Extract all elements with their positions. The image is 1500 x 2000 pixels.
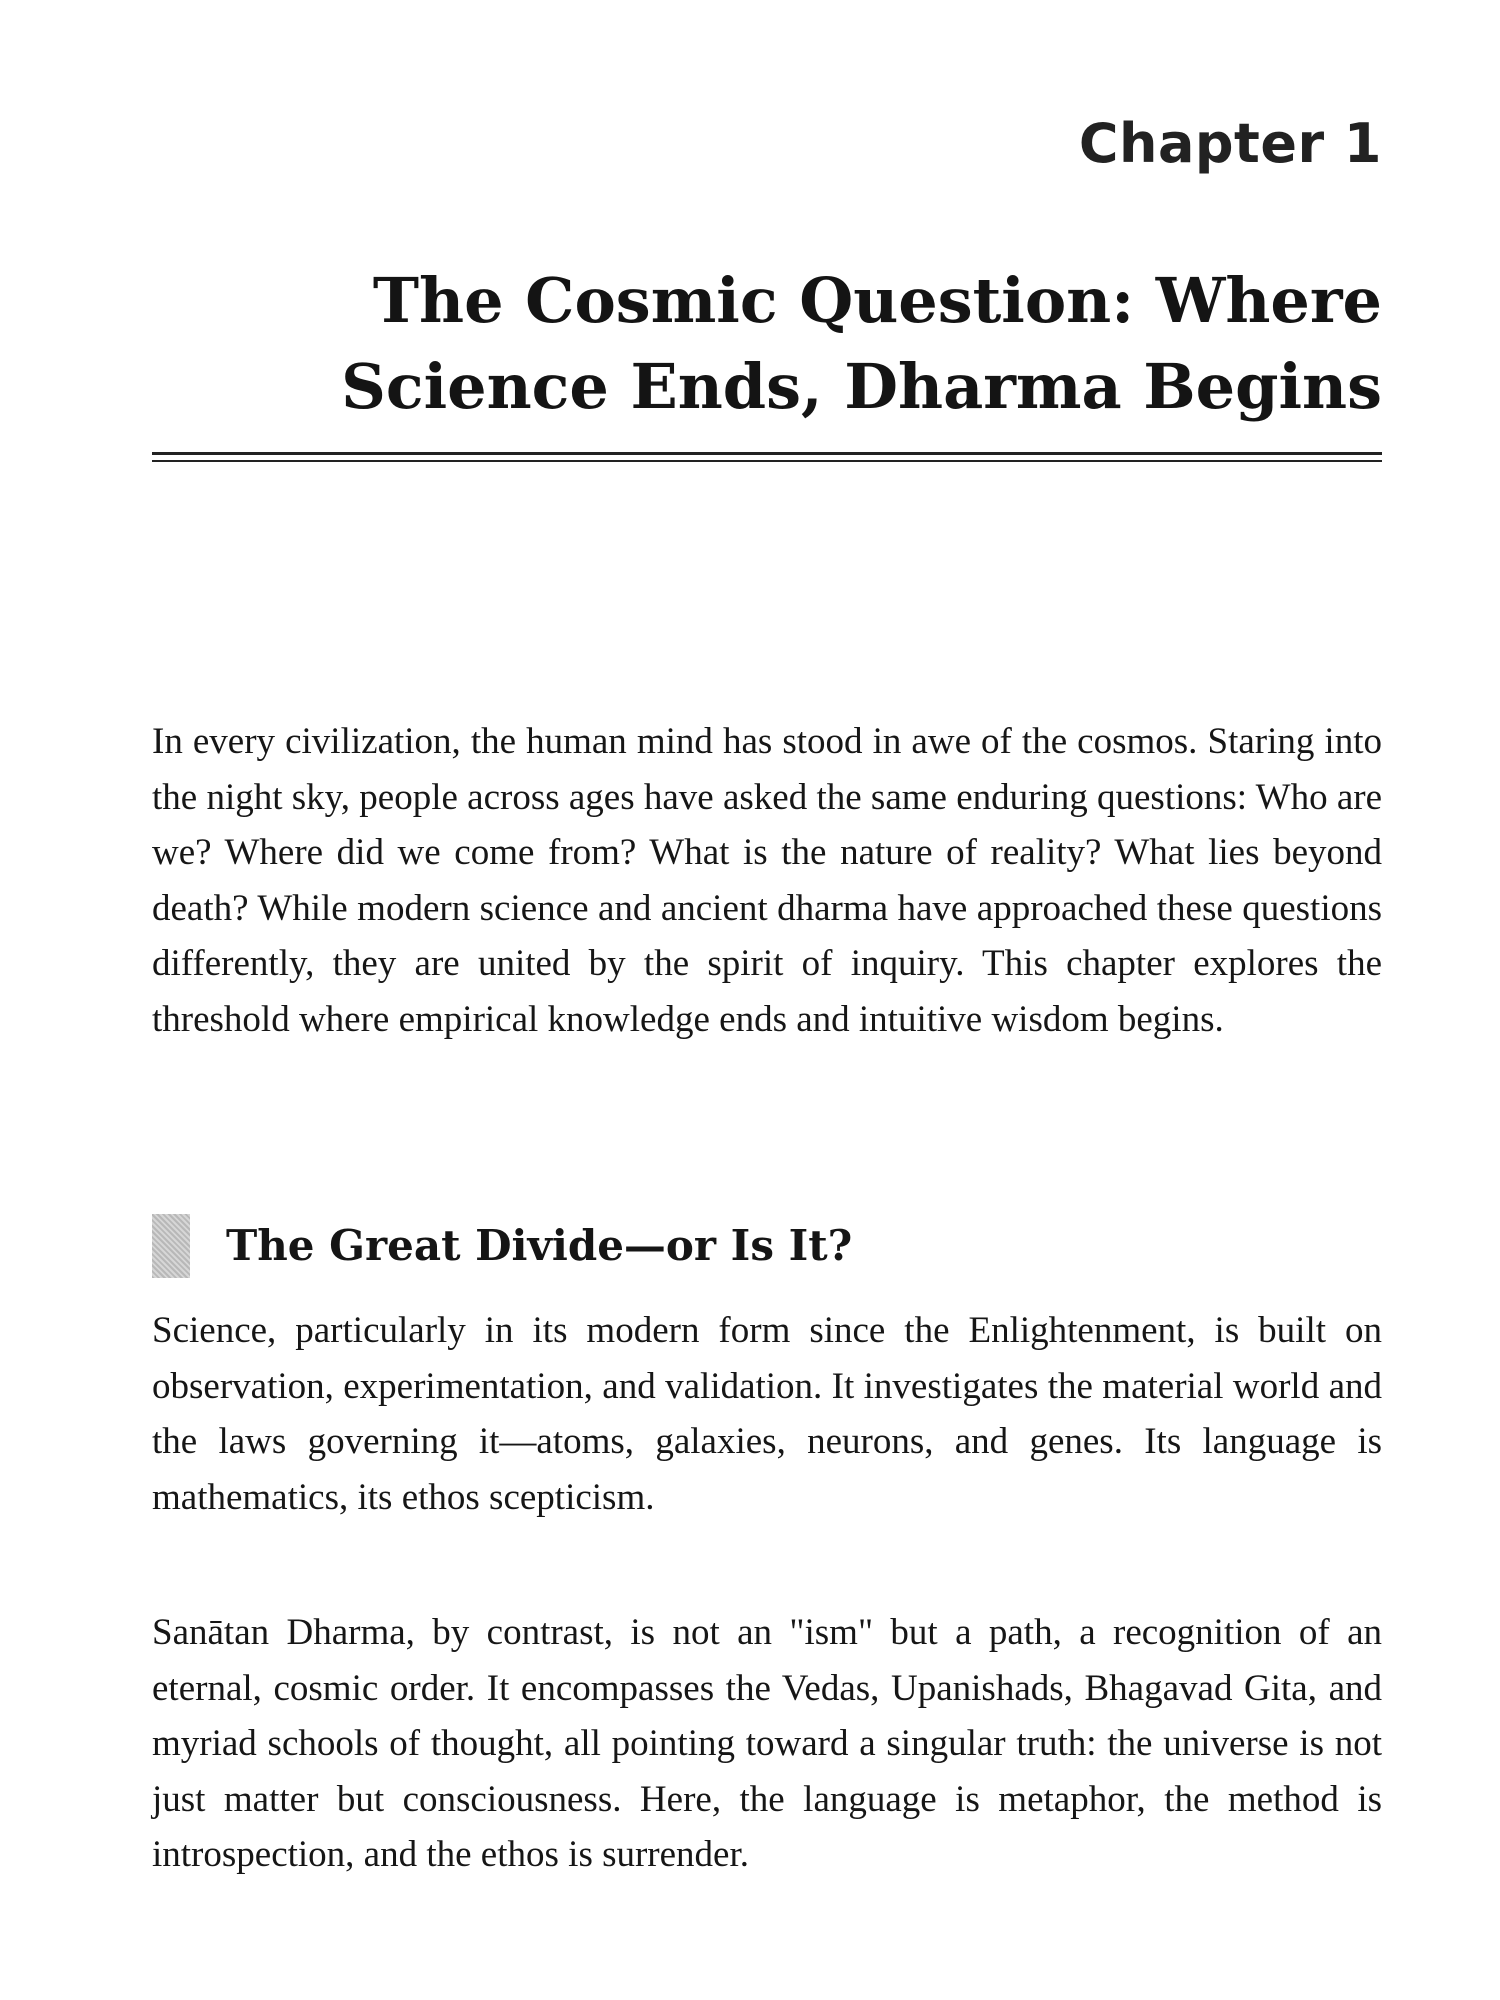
section-paragraph: Science, particularly in its modern form since the Enlightenment, is built on observation, experimentation, and validation. It investigates the material world and the laws governing it—atoms, galaxies, neurons, and genes. Its language is mathematics, its ethos scepticism. [152, 1310, 1382, 1518]
chapter-label: Chapter 1 [1078, 112, 1382, 175]
title-double-rule [152, 452, 1382, 462]
chapter-title: The Cosmic Question: Where Science Ends, Dharma Begins [341, 264, 1382, 423]
book-page [152, 0, 1382, 2000]
section-heading: The Great Divide—or Is It? [226, 1221, 853, 1270]
section-paragraph: Sanātan Dharma, by contrast, is not an "ism" but a path, a recognition of an eternal, cosmic order. It encompasses the Vedas, Upanishads, Bhagavad Gita, and myriad schools of thought, all pointing toward a singular truth: the universe is not just matter but consciousness. Here, the language is metaphor, the method is introspection, and the ethos is surrender. [152, 1612, 1382, 1875]
intro-paragraph: In every civilization, the human mind has stood in awe of the cosmos. Staring into the night sky, people across ages have asked the same enduring questions: Who are we? Where did we come from? What is the nature of reality? What lies beyond death? While modern science and ancient dharma have approached these questions differently, they are united by the spirit of inquiry. This chapter explores the threshold where empirical knowledge ends and intuitive wisdom begins. [152, 721, 1382, 1040]
section-marker-icon [152, 1214, 190, 1278]
section-heading-block [152, 1214, 1382, 1278]
